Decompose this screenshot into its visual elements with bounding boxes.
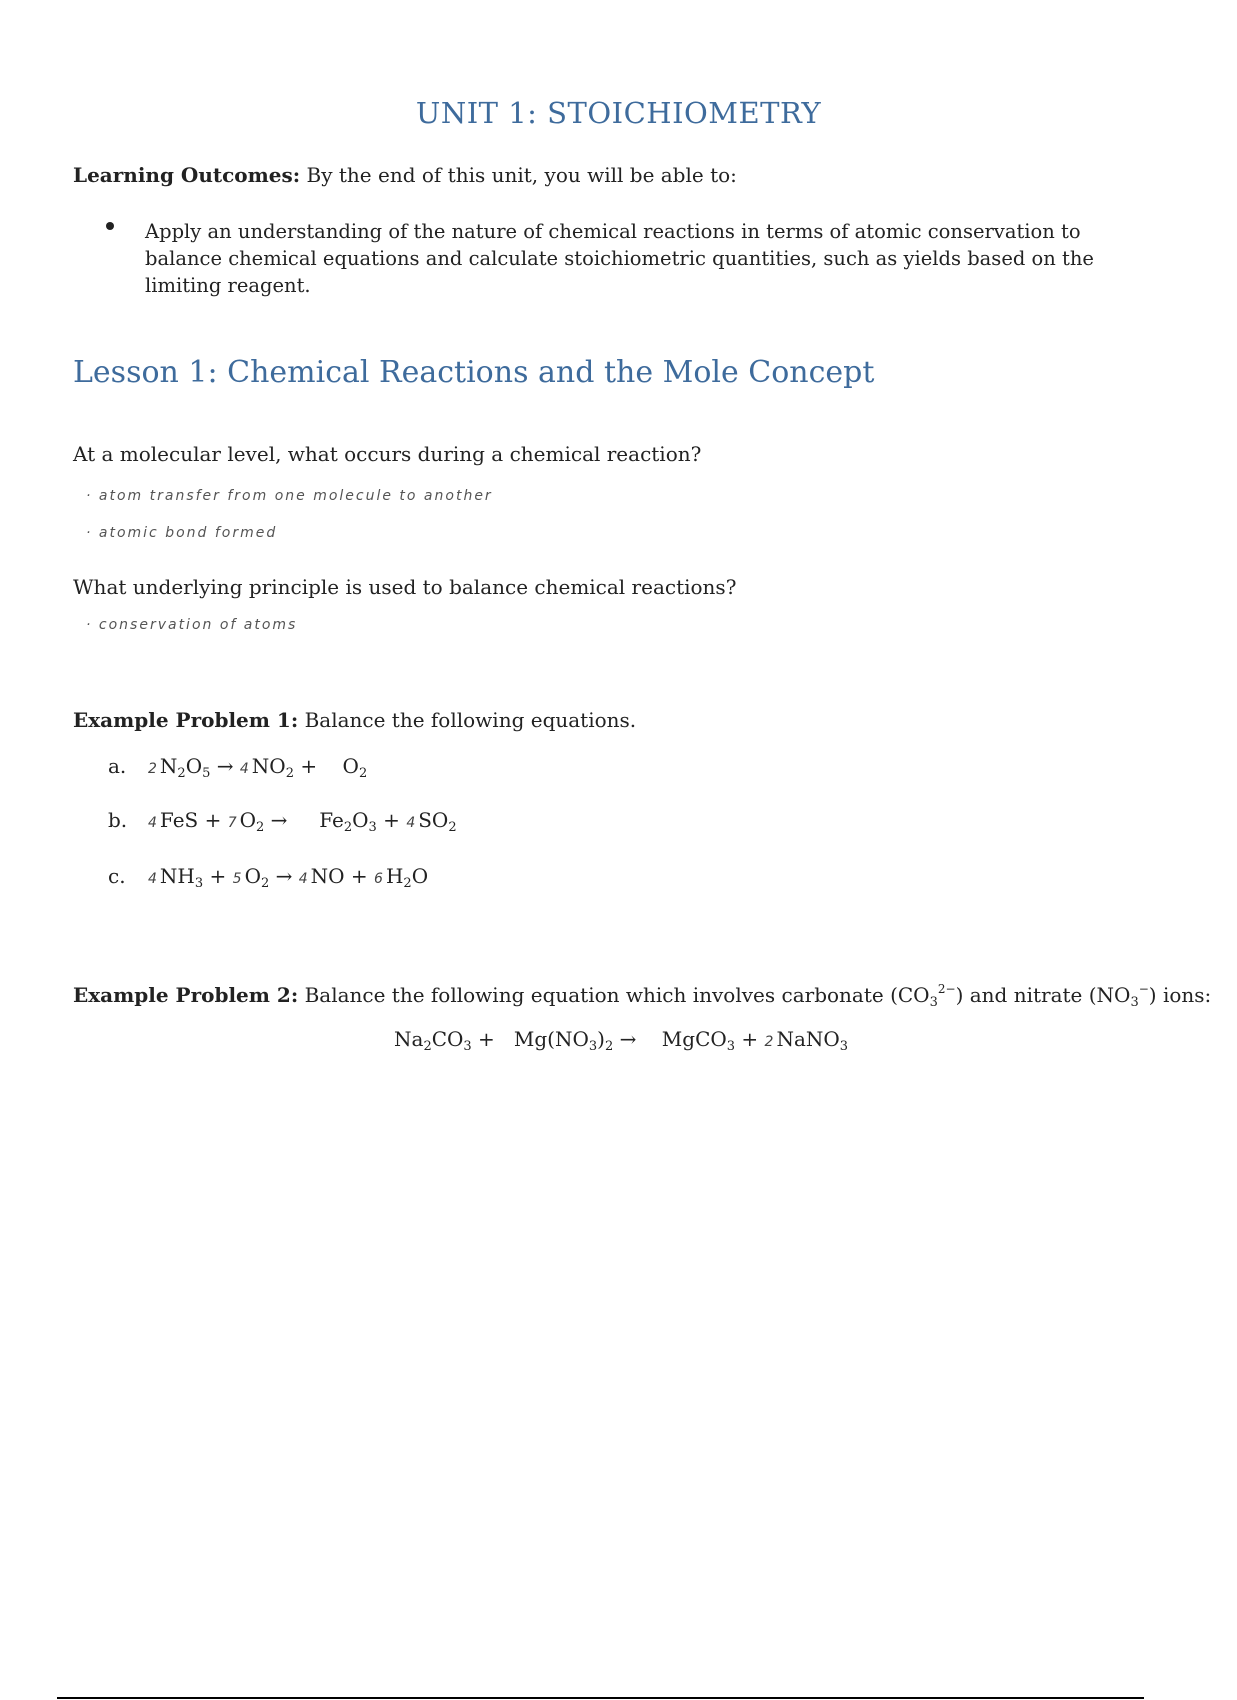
example-problem-2: Example Problem 2: Balance the following equation which involves carbonate $(CO_3^{2-})$ and nitrate $(NO_3^-)$ ions: [73,982,1212,1010]
example-1-text: Balance the following equations. [304,708,637,732]
equation-example-2: $Na_2CO_3 + Mg(NO_3)_2$ → MgCO$_3$ + 2 NaNO$_3$ [394,1027,849,1054]
coefficient: 6 [374,871,383,887]
equation-a: 2 $N_2O_5 \to 4$ $NO_2$ + $O_2$ [148,754,368,781]
lesson-title: Lesson 1: Chemical Reactions and the Mole Concept [73,355,875,390]
learning-outcomes [73,163,737,187]
coefficient: 4 [148,871,157,887]
example-2-text-middle: and nitrate [969,983,1083,1007]
example-2-text-after: ions: [1162,983,1212,1007]
equation-b: 4 FeS + 7 $O_2$ → $Fe_2O_3 + 4$ $SO_2$ [148,808,457,835]
equation-c-label: c. [108,864,126,888]
coefficient: 2 [148,761,157,777]
footer-rule [57,1697,1144,1699]
handwritten-answer-2: · conservation of atoms [86,617,298,633]
coefficient: 4 [148,815,157,831]
example-2-label: Example Problem 2: [73,983,299,1007]
learning-outcome-bullet: Apply an understanding of the nature of chemical reactions in terms of atomic conservation to balance chemical equations and calculate stoichiometric quantities, such as yields based on the limiting reagent. [145,220,1094,297]
equation-c: 4 $NH_3 + 5$ $O_2 \to 4$ NO + 6 $H_2O$ [148,864,429,891]
coefficient: 7 [227,815,237,831]
learning-outcomes-label: Learning Outcomes: [73,163,301,187]
example-1-label: Example Problem 1: [73,708,299,732]
example-2-text-before: Balance the following equation which involves carbonate [304,983,884,1007]
handwritten-answer-1a: · atom transfer from one molecule to another [86,488,493,504]
equation-a-label: a. [108,754,127,778]
coefficient: 2 [764,1034,774,1050]
coefficient: 4 [239,761,249,777]
question-1: At a molecular level, what occurs during a chemical reaction? [73,442,702,466]
coefficient: 5 [232,871,242,887]
example-problem-1 [73,708,636,732]
question-2: What underlying principle is used to balance chemical reactions? [73,575,737,599]
equation-b-label: b. [108,808,128,832]
coefficient: 4 [406,815,416,831]
handwritten-answer-1b: · atomic bond formed [86,525,278,541]
bullet-icon [106,222,114,230]
learning-outcomes-text: By the end of this unit, you will be able to: [306,163,737,187]
coefficient: 4 [298,871,308,887]
unit-title: UNIT 1: STOICHIOMETRY [415,96,822,130]
